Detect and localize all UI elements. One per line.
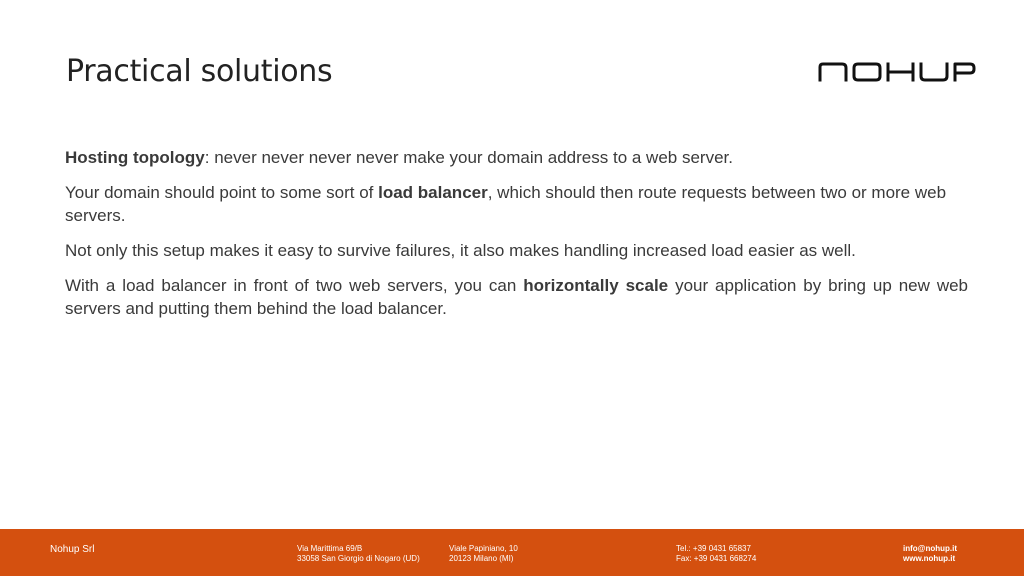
term-horizontally-scale: horizontally scale (523, 276, 669, 295)
footer-company: Nohup Srl (50, 544, 95, 555)
footer-address-line: 33058 San Giorgio di Nogaro (UD) (297, 554, 420, 563)
paragraph-failures: Not only this setup makes it easy to survive failures, it also makes handling increased load easier as well. (65, 241, 856, 260)
nohup-logo (818, 62, 976, 82)
footer-address-line: Via Marittima 69/B (297, 544, 363, 553)
paragraph-text: your application by bring up new web servers and putting them behind the load balancer. (65, 276, 969, 318)
footer-address-udine (297, 544, 420, 564)
footer-fax: Fax: +39 0431 668274 (676, 554, 757, 563)
paragraph-load-balancer (65, 181, 968, 227)
paragraph-text: : never never never never make your domain address to a web server. (204, 148, 733, 167)
footer-address-line: Viale Papiniano, 10 (449, 544, 518, 553)
footer-email-link[interactable]: info@nohup.it (903, 544, 958, 553)
slide-title: Practical solutions (66, 54, 333, 89)
term-load-balancer: load balancer (378, 183, 488, 202)
footer-phone: Tel.: +39 0431 65837 (676, 544, 751, 553)
footer-web (903, 544, 957, 564)
paragraph-hosting-topology (65, 146, 968, 169)
footer-address-line: 20123 Milano (MI) (449, 554, 514, 563)
paragraph-horizontal-scale (65, 274, 968, 320)
term-hosting-topology: Hosting topology (65, 148, 205, 167)
footer-website-link[interactable]: www.nohup.it (903, 554, 956, 563)
paragraph-text: With a load balancer in front of two web servers, you can (65, 276, 524, 295)
paragraph-text: , which should then route requests between two or more web servers. (65, 183, 947, 225)
footer-address-milano (449, 544, 518, 564)
footer-bar (0, 529, 1024, 576)
paragraph-text: Your domain should point to some sort of (65, 183, 379, 202)
footer-contacts (676, 544, 756, 564)
slide-body (65, 146, 968, 332)
